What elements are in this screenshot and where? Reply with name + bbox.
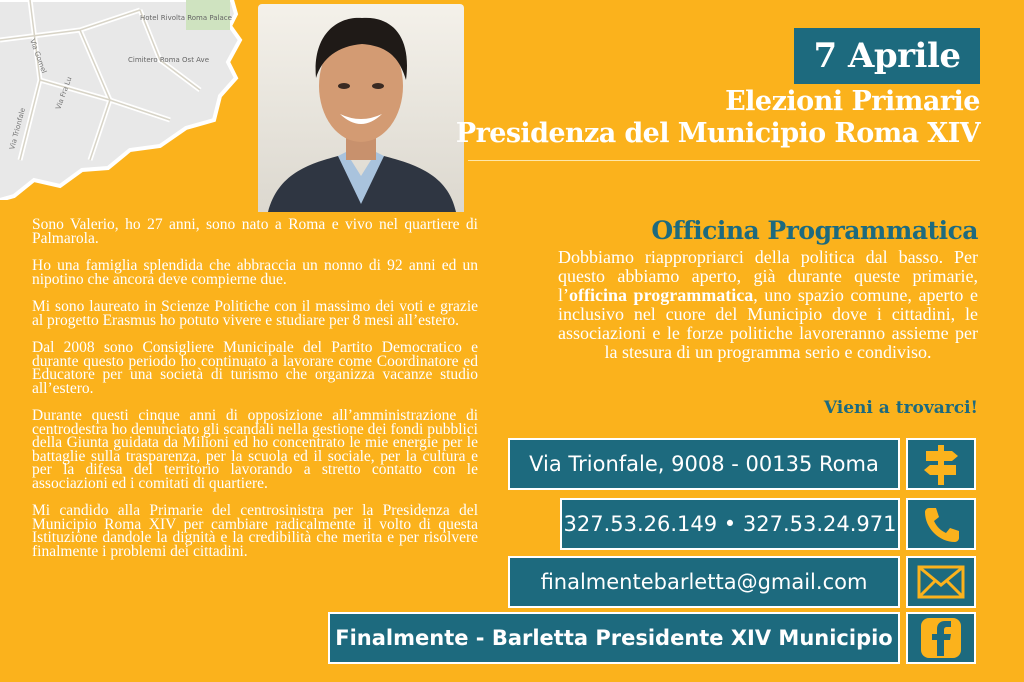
bio-text <box>32 218 478 572</box>
date-badge: 7 Aprile <box>794 28 980 84</box>
bio-paragraph: Mi candido alla Primarie del centrosinistra per la Presidenza del Municipio Roma XIV per cambiare radicalmente il volto di questa Istituzione dandole la dignità e la credibilità che merita e per risolvere finalmente i problemi dei cittadini. <box>32 502 478 560</box>
bio-paragraph: Durante questi cinque anni di opposizione all’amministrazione di centrodestra ho denunciato gli scandali nella gestione dei fondi pubblici della Giunta guidata da Milioni ed ho concentrato le mie energie per le battaglie sulla trasparenza, per la scuola ed il sociale, per la cultura e per la difesa del territorio lavorando a stretto contatto con le associazioni ed i comitati di quartiere. <box>32 407 478 492</box>
email-row <box>508 556 976 608</box>
address-label: Via Trionfale, 9008 - 00135 Roma <box>508 438 900 490</box>
bio-paragraph: Dal 2008 sono Consigliere Municipale del Partito Democratico e durante questo periodo ho continuato a lavorare come Coordinatore ed Educatore per una società di turismo che organizza vacanze studio all’estero. <box>32 339 478 397</box>
map-label: Via Gomel <box>28 37 48 75</box>
facebook-icon <box>906 612 976 664</box>
bio-paragraph: Mi sono laureato in Scienze Politiche con il massimo dei voti e grazie al progetto Erasmus ho potuto vivere e studiare per 8 mesi all’estero. <box>32 298 478 329</box>
candidate-photo <box>258 4 464 212</box>
phone-row <box>560 498 976 550</box>
divider <box>468 160 980 161</box>
bio-paragraph: Sono Valerio, ho 27 anni, sono nato a Roma e vivo nel quartiere di Palmarola. <box>32 216 478 247</box>
officina-highlight: officina programmatica <box>569 285 754 305</box>
officina-text-start: Dobbiamo riappropriarci della politica dal basso. Per questo abbiamo aperto, già durante queste primarie, l’ <box>558 247 978 305</box>
facebook-row <box>328 612 976 664</box>
phone-label[interactable]: 327.53.26.149 • 327.53.24.971 <box>560 498 900 550</box>
email-label[interactable]: finalmentebarletta@gmail.com <box>508 556 900 608</box>
headline-presidenza: Presidenza del Municipio Roma XIV <box>455 118 980 149</box>
headline-primarie: Elezioni Primarie <box>725 86 980 117</box>
facebook-label[interactable]: Finalmente - Barletta Presidente XIV Municipio <box>328 612 900 664</box>
officina-text-end: , uno spazio comune, aperto e inclusivo nel cuore del Municipio dove i cittadini, le associazioni e le forze politiche lavoreranno assieme per la stesura di un programma serio e condiviso. <box>558 285 978 362</box>
phone-icon <box>906 498 976 550</box>
map-label: Via Fra Lu <box>54 75 74 111</box>
address-row <box>508 438 976 490</box>
bio-paragraph: Ho una famiglia splendida che abbraccia un nonno di 92 anni ed un nipotino che ancora deve compierne due. <box>32 257 478 288</box>
signpost-icon <box>906 438 976 490</box>
officina-title: Officina Programmatica <box>651 216 978 245</box>
visit-cta: Vieni a trovarci! <box>823 398 978 418</box>
map-label: Hotel Rivolta Roma Palace <box>140 14 232 22</box>
map-label: Cimitero Roma Ost Ave <box>128 56 209 64</box>
officina-text <box>558 248 978 362</box>
map-scrap <box>0 0 250 200</box>
map-label: Via Trionfale <box>8 107 28 151</box>
envelope-icon <box>906 556 976 608</box>
